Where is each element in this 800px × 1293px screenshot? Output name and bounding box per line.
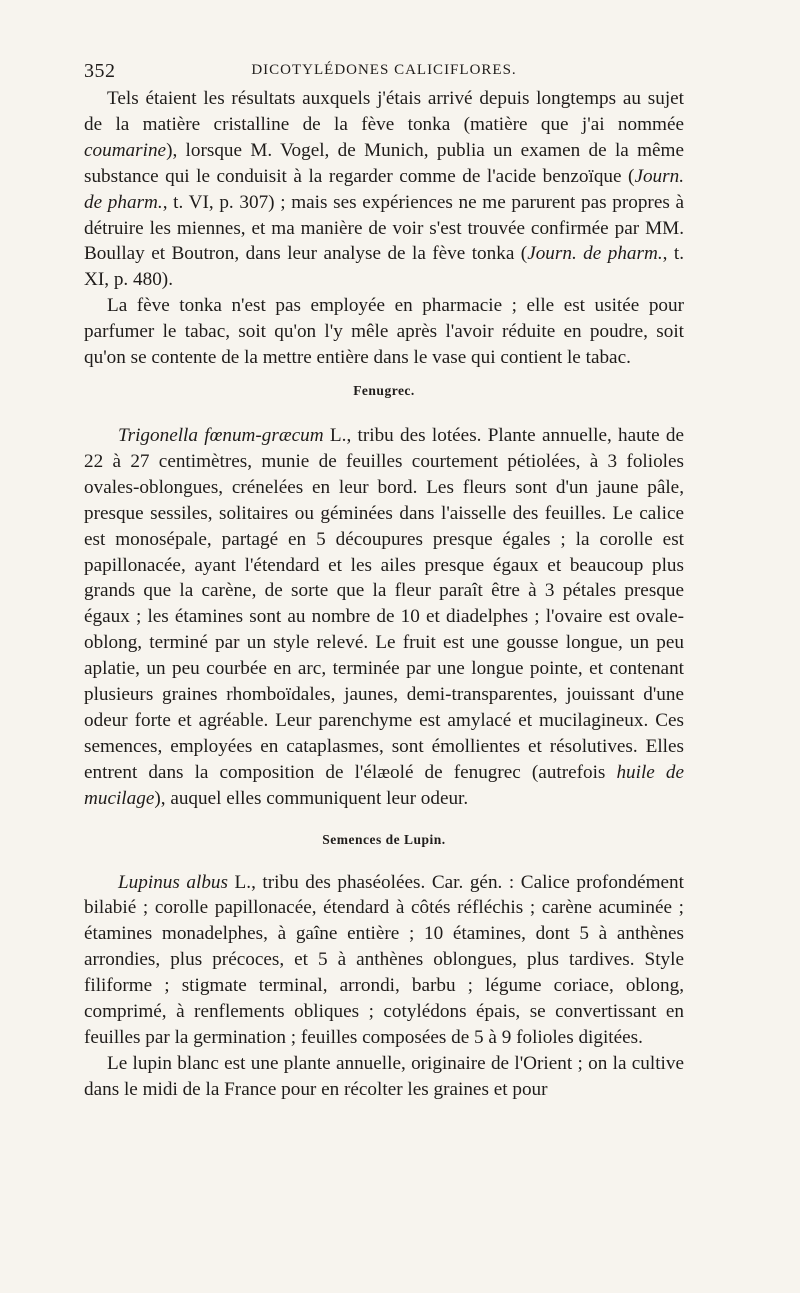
italic-term: huile de mucilage	[84, 761, 684, 809]
section-title-fenugrec: Fenugrec.	[353, 382, 415, 398]
text-run: L., tribu des phaséolées. Car. gén. : Calice profondément bilabié ; corolle papillonacée, étendard à côtés réfléchis ; carène acuminée ; étamines monadelphes, à gaîne entière ; 10 étamines, dont 5 à anthènes arrondies, plus précoces, et 5 à anthènes oblongues, plus tardives. Style filiforme ; stigmate terminal, arrondi, barbu ; légume coriace, oblong, comprimé, à renflements obliques ; cotylédons épais, se convertissant en feuilles par la germination ; feuilles composées de 5 à 9 folioles digitées.	[84, 871, 684, 1048]
text-run: L., tribu des lotées. Plante annuelle, haute de 22 à 27 centimètres, munie de feuilles courtement pétiolées, à 3 folioles ovales-oblongues, crénelées en leur bord. Les fleurs sont d'un jaune pâle, presque sessiles, solitaires ou géminées dans l'aisselle des feuilles. Le calice est monosépale, partagé en 5 découpures presque égales ; la corolle est papillonacée, ayant l'étendard et les ailes presque égaux et beaucoup plus grands que la carène, de sorte que la fleur paraît être à 3 pétales presque égaux ; les étamines sont au nombre de 10 et diadelphes ; l'ovaire est ovale-oblong, terminé par un style relevé. Le fruit est une gousse longue, un peu aplatie, un peu courbée en arc, terminée par une longue pointe, et contenant plusieurs graines rhomboïdales, jaunes, demi-transparentes, jouissant d'une odeur forte et agréable. Leur parenchyme est amylacé et mucilagineux. Ces semences, employées en cataplasmes, sont émollientes et résolutives. Elles entrent dans la composition de l'élæolé de fenugrec (autrefois	[84, 424, 684, 783]
paragraph-coumarine	[84, 86, 684, 293]
page-number: 352	[84, 60, 116, 82]
running-head: DICOTYLÉDONES CALICIFLORES.	[251, 62, 517, 78]
italic-term: coumarine	[84, 139, 167, 161]
book-page	[84, 56, 684, 1103]
page-header	[84, 56, 684, 86]
paragraph-lupin	[84, 870, 684, 1051]
journal-citation: Journ. de pharm.	[84, 165, 684, 213]
paragraph-tonka-usage: La fève tonka n'est pas employée en pharmacie ; elle est usitée pour parfumer le tabac, soit qu'on l'y mêle après l'avoir réduite en poudre, soit qu'on se contente de la mettre entière dans le vase qui contient le tabac.	[84, 295, 684, 369]
text-run: , t. XI, p. 480).	[84, 243, 685, 291]
section-title-lupin: Semences de Lupin.	[322, 831, 446, 847]
text-run: Tels étaient les résultats auxquels j'étais arrivé depuis longtemps au sujet de la matière cristalline de la fève tonka (matière que j'ai nommée	[84, 88, 684, 135]
text-run: ), auquel elles communiquent leur odeur.	[154, 787, 469, 809]
latin-name: Lupinus albus	[118, 871, 228, 893]
text-run: , t. VI, p. 307) ; mais ses expériences ne me parurent pas propres à détruire les miennes, et ma manière de voir s'est trouvée confirmée par MM. Boullay et Boutron, dans leur analyse de la fève tonka (	[84, 191, 684, 265]
paragraph-lupin-blanc: Le lupin blanc est une plante annuelle, originaire de l'Orient ; on la cultive dans le midi de la France pour en récolter les graines et pour	[84, 1052, 684, 1100]
latin-name: Trigonella fœnum-græcum	[118, 424, 324, 446]
text-run: ), lorsque M. Vogel, de Munich, publia un examen de la même substance qui le conduisit à la regarder comme de l'acide benzoïque (	[84, 139, 684, 187]
journal-citation: Journ. de pharm.	[527, 243, 663, 265]
paragraph-fenugrec	[84, 423, 684, 812]
